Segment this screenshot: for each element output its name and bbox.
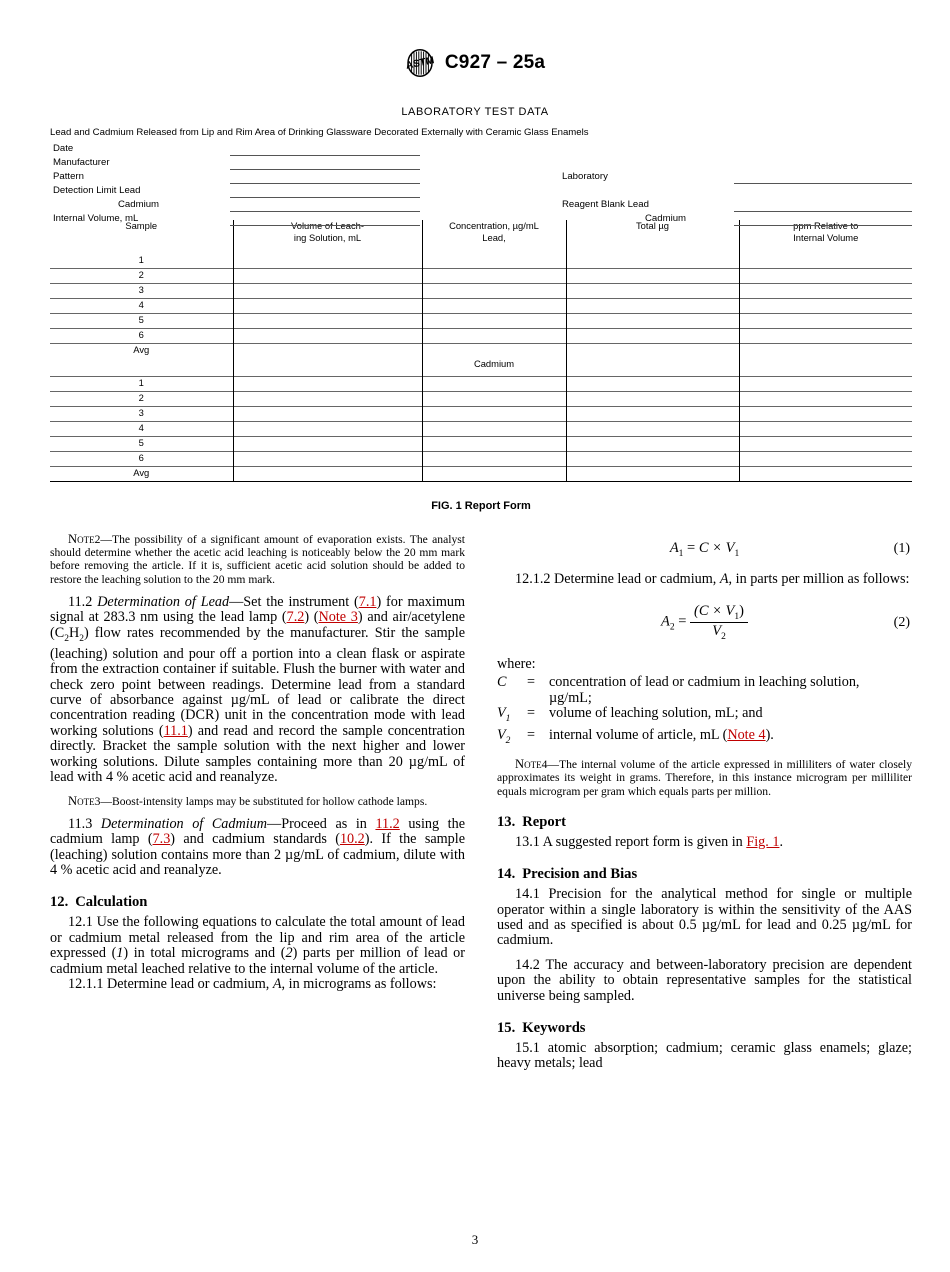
row-label: 4 bbox=[50, 299, 233, 314]
equation-1-rhs-sub: 1 bbox=[734, 548, 740, 559]
field-input-detection-limit-cadmium[interactable] bbox=[230, 211, 420, 212]
paragraph-13-1-number: 13.1 bbox=[515, 833, 540, 850]
right-column bbox=[497, 524, 912, 1072]
p1211-a: Determine lead or cadmium, bbox=[103, 975, 273, 992]
definition-item-c bbox=[497, 675, 912, 691]
definition-symbol-v1 bbox=[497, 706, 527, 727]
cell-ppm[interactable] bbox=[739, 299, 912, 314]
cell-ppm[interactable] bbox=[739, 467, 912, 482]
definition-text-c: concentration of lead or cadmium in leaching solution, bbox=[549, 674, 860, 691]
paragraph-11-2-title: Determination of Lead bbox=[97, 593, 230, 610]
row-label: 5 bbox=[50, 437, 233, 452]
cell-volume[interactable] bbox=[233, 422, 422, 437]
definition-equals-c: = bbox=[527, 674, 536, 691]
field-label-date: Date bbox=[53, 143, 74, 154]
cell-concentration[interactable] bbox=[422, 377, 566, 392]
p112-f: ) flow rates recommended by the manufacturer. Stir the sample (leaching) solution and pour off a portion into a clean flask or aspirate from the extraction container if suitable. Flush the burner with water and check zero point between readings. Determine lead from a standard curve of absorbance against µg/mL of lead or calibrate the direct concentration reading (DCR) unit in the concentration mode with lead working solutions ( bbox=[50, 624, 465, 739]
where-label: where: bbox=[497, 656, 536, 673]
divider-label-cadmium: Cadmium bbox=[422, 358, 566, 377]
field-input-reagent-blank-cadmium[interactable] bbox=[734, 225, 912, 226]
paragraph-11-2 bbox=[50, 595, 465, 786]
field-input-detection-limit-lead[interactable] bbox=[230, 197, 420, 198]
section-heading-15 bbox=[497, 1020, 912, 1037]
cell-volume[interactable] bbox=[233, 314, 422, 329]
cell-total[interactable] bbox=[566, 407, 739, 422]
note-2-text: —The possibility of a significant amount of evaporation exists. The analyst should determine whether the acetic acid leaching is noticeably below the 20 mm mark before removing the article. If it is, sufficient acetic acid solution should be added to restore the leaching solution to the 20 mm mark. bbox=[50, 533, 465, 586]
equation-1-lhs-sub: 1 bbox=[678, 548, 684, 559]
equation-2-denominator-text: V bbox=[712, 623, 722, 640]
note-3-number: 3 bbox=[94, 794, 101, 808]
p121-c: ) parts per million of lead or cadmium metal leached relative to the internal volume of the article. bbox=[50, 945, 465, 977]
equation-2-body bbox=[661, 603, 748, 642]
cell-concentration[interactable] bbox=[422, 284, 566, 299]
column-header-volume-line2: ing Solution, mL bbox=[293, 231, 362, 243]
row-label: 2 bbox=[50, 392, 233, 407]
report-form bbox=[50, 127, 912, 512]
equation-1-lhs-var: A bbox=[669, 539, 679, 556]
equation-1-rhs: C × V bbox=[698, 539, 735, 556]
cell-total[interactable] bbox=[566, 437, 739, 452]
link-note-4[interactable]: Note 4 bbox=[727, 726, 766, 743]
table-row[interactable] bbox=[50, 437, 912, 452]
cell-ppm[interactable] bbox=[739, 452, 912, 467]
field-input-manufacturer[interactable] bbox=[230, 169, 420, 170]
table-row[interactable] bbox=[50, 314, 912, 329]
field-label-detection-limit-lead: Detection Limit Lead bbox=[53, 185, 141, 196]
field-label-detection-limit-cadmium: Cadmium bbox=[118, 199, 160, 210]
cell-concentration[interactable] bbox=[422, 467, 566, 482]
cell-total[interactable] bbox=[566, 254, 739, 269]
row-label: 6 bbox=[50, 452, 233, 467]
paragraph-12-1-2 bbox=[497, 572, 912, 587]
section-15-title: Keywords bbox=[522, 1020, 586, 1037]
cell-volume[interactable] bbox=[233, 437, 422, 452]
figure-caption: FIG. 1 Report Form bbox=[431, 500, 531, 512]
column-header-sample bbox=[50, 220, 233, 254]
p1211-italic: A bbox=[272, 975, 282, 992]
p112-a: —Set the instrument ( bbox=[229, 593, 359, 610]
paragraph-11-3-number: 11.3 bbox=[68, 815, 93, 832]
field-input-laboratory[interactable] bbox=[734, 183, 912, 184]
field-input-date[interactable] bbox=[230, 155, 420, 156]
row-label: Avg bbox=[50, 467, 233, 482]
cell-total[interactable] bbox=[566, 269, 739, 284]
row-label: 1 bbox=[138, 254, 144, 265]
cell-volume[interactable] bbox=[233, 392, 422, 407]
table-row[interactable] bbox=[50, 452, 912, 467]
cell-concentration[interactable] bbox=[422, 344, 566, 359]
cell-total[interactable] bbox=[566, 329, 739, 344]
p113-d: ). If the sample (leaching) solution contains more than 2 µg/mL of cadmium, dilute with 4 % acetic acid and reanalyze. bbox=[50, 831, 465, 878]
cell-concentration[interactable] bbox=[422, 392, 566, 407]
cell-ppm[interactable] bbox=[739, 437, 912, 452]
definition-text-v2-b: ). bbox=[765, 726, 774, 743]
field-label-manufacturer: Manufacturer bbox=[53, 157, 110, 168]
paragraph-11-2-number: 11.2 bbox=[68, 593, 93, 610]
note-4-number: 4 bbox=[541, 758, 548, 772]
note-3-label: Note bbox=[68, 793, 95, 808]
cell-total[interactable] bbox=[566, 467, 739, 482]
section-14-number: 14. bbox=[497, 866, 516, 883]
paragraph-15-1 bbox=[497, 1041, 912, 1072]
definition-text-v2-a: internal volume of article, mL ( bbox=[549, 726, 728, 743]
paragraph-14-1-number: 14.1 bbox=[515, 886, 540, 903]
definition-text-v1: volume of leaching solution, mL; and bbox=[549, 705, 763, 722]
field-label-pattern: Pattern bbox=[53, 171, 84, 182]
cell-ppm[interactable] bbox=[739, 254, 912, 269]
cell-ppm[interactable] bbox=[739, 284, 912, 299]
cell-ppm[interactable] bbox=[739, 422, 912, 437]
p131-b: . bbox=[779, 833, 783, 850]
definition-text-v2 bbox=[549, 728, 912, 749]
equation-2-operator: = bbox=[678, 614, 687, 631]
section-12-number: 12. bbox=[50, 894, 69, 911]
equation-2 bbox=[497, 603, 912, 642]
paragraph-12-1-1 bbox=[50, 977, 465, 992]
equation-1-body bbox=[670, 540, 739, 559]
paragraph-11-3 bbox=[50, 817, 465, 879]
cell-volume[interactable] bbox=[233, 254, 422, 269]
p121-b: ) in total micrograms and ( bbox=[123, 945, 286, 962]
paragraph-11-3-title: Determination of Cadmium bbox=[100, 815, 267, 832]
equation-2-fraction bbox=[690, 603, 748, 642]
p121-a: Use the following equations to calculate the total amount of lead or cadmium metal released from the lip and rim area of the article expressed ( bbox=[50, 914, 465, 962]
p112-c: ) ( bbox=[304, 609, 319, 626]
p112-b: ) for maximum signal at 283.3 nm using the lead lamp ( bbox=[50, 593, 465, 626]
cell-total[interactable] bbox=[566, 452, 739, 467]
note-4-text: —The internal volume of the article expressed in milliliters of water closely approximates its weight in grams. Therefore, in this instance microgram per milliliter equals microgram per gram which equals parts per million. bbox=[497, 758, 912, 798]
cell-ppm[interactable] bbox=[739, 377, 912, 392]
definition-symbol-v2-var: V bbox=[497, 726, 506, 743]
equation-1-operator: = bbox=[687, 539, 696, 556]
cell-ppm[interactable] bbox=[739, 329, 912, 344]
paragraph-12-1-2-number: 12.1.2 bbox=[515, 571, 551, 587]
report-form-fields bbox=[50, 141, 912, 224]
definition-symbol-c: C bbox=[497, 674, 507, 691]
definition-symbol-v1-sub: 1 bbox=[505, 714, 511, 725]
column-header-concentration-line2: Lead, bbox=[482, 231, 506, 243]
paragraph-12-1-1-number: 12.1.1 bbox=[68, 975, 104, 992]
cell-volume[interactable] bbox=[233, 377, 422, 392]
definition-symbol-v2 bbox=[497, 728, 527, 749]
note-4-label: Note bbox=[515, 757, 542, 772]
column-header-total bbox=[566, 220, 739, 254]
section-heading-12 bbox=[50, 894, 465, 911]
cell-volume[interactable] bbox=[233, 467, 422, 482]
equation-2-numerator-sub: 1 bbox=[734, 612, 740, 623]
link-11-1[interactable]: 11.1 bbox=[163, 722, 188, 739]
paragraph-14-1 bbox=[497, 887, 912, 949]
table-row[interactable] bbox=[50, 467, 912, 482]
body-columns bbox=[50, 524, 912, 1072]
paragraph-14-2 bbox=[497, 958, 912, 1004]
equation-2-numerator-end: ) bbox=[739, 603, 745, 620]
section-heading-13 bbox=[497, 814, 912, 831]
cell-concentration[interactable] bbox=[422, 452, 566, 467]
cell-ppm[interactable] bbox=[739, 392, 912, 407]
equation-2-numerator-text: (C × V bbox=[694, 603, 735, 620]
cell-total[interactable] bbox=[566, 299, 739, 314]
note-4 bbox=[497, 758, 912, 798]
field-label-laboratory: Laboratory bbox=[562, 171, 608, 182]
paragraph-15-1-number: 15.1 bbox=[515, 1040, 540, 1057]
equation-2-numerator bbox=[690, 603, 748, 623]
cell-volume[interactable] bbox=[233, 344, 422, 359]
p112-d: ) and air/acetylene (C bbox=[50, 609, 465, 641]
divider-blank-ppm bbox=[739, 358, 912, 377]
definition-equals-v1: = bbox=[527, 705, 536, 722]
section-heading-14 bbox=[497, 866, 912, 883]
definition-list bbox=[497, 675, 912, 749]
p112-sub1: 2 bbox=[64, 633, 69, 644]
link-7-2[interactable]: 7.2 bbox=[286, 609, 305, 626]
section-13-title: Report bbox=[522, 813, 567, 830]
note-2 bbox=[50, 533, 465, 586]
definition-item-v2 bbox=[497, 728, 912, 749]
cell-total[interactable] bbox=[566, 314, 739, 329]
report-data-table bbox=[50, 220, 912, 482]
column-header-ppm-line2: Internal Volume bbox=[793, 231, 859, 243]
definition-symbol-v1-var: V bbox=[497, 705, 506, 722]
divider-blank-sample bbox=[50, 358, 233, 377]
field-input-pattern[interactable] bbox=[230, 183, 420, 184]
p121-italic-2: 2 bbox=[285, 945, 293, 962]
cell-ppm[interactable] bbox=[739, 407, 912, 422]
cell-volume[interactable] bbox=[233, 269, 422, 284]
row-label: 3 bbox=[50, 284, 233, 299]
paragraph-15-1-text: atomic absorption; cadmium; ceramic glass enamels; glaze; heavy metals; lead bbox=[497, 1040, 912, 1072]
p1212-italic: A bbox=[719, 571, 729, 587]
note-2-label: Note bbox=[68, 532, 95, 546]
p121-italic-1: 1 bbox=[116, 945, 124, 962]
equation-2-lhs-sub: 2 bbox=[669, 623, 675, 634]
cell-concentration[interactable] bbox=[422, 314, 566, 329]
row-label: Avg bbox=[50, 344, 233, 359]
cell-total[interactable] bbox=[566, 284, 739, 299]
svg-text:ASTM: ASTM bbox=[404, 55, 435, 72]
row-label: 5 bbox=[50, 314, 233, 329]
p113-c: ) and cadmium standards ( bbox=[170, 831, 340, 848]
definition-text-c-cont: µg/mL; bbox=[549, 689, 592, 706]
laboratory-test-data-title: LABORATORY TEST DATA bbox=[401, 106, 549, 118]
column-header-volume-line1: Volume of Leach- bbox=[291, 220, 364, 231]
cell-volume[interactable] bbox=[233, 329, 422, 344]
equation-1 bbox=[497, 536, 912, 562]
field-label-internal-volume: Internal Volume, mL bbox=[53, 213, 139, 224]
left-column bbox=[50, 524, 465, 1072]
section-15-number: 15. bbox=[497, 1020, 516, 1037]
definition-equals-v2: = bbox=[527, 726, 536, 743]
cell-ppm[interactable] bbox=[739, 314, 912, 329]
section-12-title: Calculation bbox=[75, 894, 148, 911]
cell-concentration[interactable] bbox=[422, 407, 566, 422]
table-row[interactable] bbox=[50, 329, 912, 344]
table-row[interactable] bbox=[50, 269, 912, 284]
cell-total[interactable] bbox=[566, 344, 739, 359]
cell-total[interactable] bbox=[566, 422, 739, 437]
table-row[interactable] bbox=[50, 422, 912, 437]
note-2-number: 2 bbox=[94, 533, 101, 546]
page-number: 3 bbox=[471, 1232, 479, 1247]
table-row[interactable] bbox=[50, 377, 912, 392]
definition-symbol-v2-sub: 2 bbox=[505, 735, 511, 746]
p1211-b: , in micrograms as follows: bbox=[281, 975, 437, 992]
field-label-reagent-blank-cadmium: Cadmium bbox=[645, 213, 687, 224]
link-7-1[interactable]: 7.1 bbox=[358, 593, 377, 610]
note-3 bbox=[50, 795, 465, 808]
p131-a: A suggested report form is given in bbox=[539, 833, 747, 850]
paragraph-14-2-number: 14.2 bbox=[515, 956, 540, 973]
section-13-number: 13. bbox=[497, 813, 516, 830]
table-row[interactable] bbox=[50, 254, 912, 269]
document-header bbox=[0, 0, 950, 78]
equation-2-denominator bbox=[690, 623, 748, 642]
cell-volume[interactable] bbox=[233, 407, 422, 422]
divider-blank-volume bbox=[233, 358, 422, 377]
paragraph-14-1-text: Precision for the analytical method for single or multiple operator within a single laboratory is within the sensitivity of the AAS used and as specified is about 0.5 µg/mL for lead and 0.25 µg/mL for cadmium. bbox=[497, 886, 912, 949]
column-header-concentration bbox=[422, 220, 566, 254]
paragraph-12-1-number: 12.1 bbox=[68, 914, 93, 931]
table-row[interactable] bbox=[50, 392, 912, 407]
section-14-title: Precision and Bias bbox=[522, 866, 638, 883]
link-note-3[interactable]: Note 3 bbox=[318, 609, 358, 626]
p112-g: ) and read and record the sample concentration directly. Bracket the sample solution with the next higher and lower working solutions. Dilute samples containing more than 20 µg/mL of lead with 4 % acetic acid and reanalyze. bbox=[50, 722, 465, 786]
table-section-divider-cadmium bbox=[50, 358, 912, 377]
cell-concentration[interactable] bbox=[422, 329, 566, 344]
row-label: 2 bbox=[50, 269, 233, 284]
p112-e: H bbox=[68, 624, 80, 641]
p1212-a: Determine lead or cadmium, bbox=[550, 571, 720, 587]
paragraph-13-1 bbox=[497, 835, 912, 850]
column-header-concentration-line1: Concentration, µg/mL bbox=[449, 220, 539, 231]
p112-sub2: 2 bbox=[79, 633, 84, 644]
cell-concentration[interactable] bbox=[422, 437, 566, 452]
report-form-caption: Lead and Cadmium Released from Lip and Rim Area of Drinking Glassware Decorated Externally with Ceramic Glass Enamels bbox=[50, 127, 589, 138]
link-10-2[interactable]: 10.2 bbox=[339, 831, 365, 848]
paragraph-12-1 bbox=[50, 915, 465, 977]
divider-blank-total bbox=[566, 358, 739, 377]
equation-1-number: (1) bbox=[893, 541, 910, 556]
cell-ppm[interactable] bbox=[739, 269, 912, 284]
table-row[interactable] bbox=[50, 407, 912, 422]
note-3-text: —Boost-intensity lamps may be substituted for hollow cathode lamps. bbox=[100, 794, 428, 808]
p1212-b: , in parts per million as follows: bbox=[728, 571, 910, 587]
p113-a: —Proceed as in bbox=[267, 815, 376, 832]
field-input-internal-volume[interactable] bbox=[230, 225, 420, 226]
column-header-sample-line1: Sample bbox=[125, 220, 158, 231]
row-label: 6 bbox=[50, 329, 233, 344]
cell-concentration[interactable] bbox=[422, 269, 566, 284]
row-label: 3 bbox=[50, 407, 233, 422]
table-row[interactable] bbox=[50, 284, 912, 299]
link-7-3[interactable]: 7.3 bbox=[152, 831, 171, 848]
row-label: 4 bbox=[50, 422, 233, 437]
equation-2-lhs-var: A bbox=[660, 614, 670, 631]
cell-volume[interactable] bbox=[233, 452, 422, 467]
cell-volume[interactable] bbox=[233, 284, 422, 299]
link-11-2[interactable]: 11.2 bbox=[375, 815, 400, 832]
link-fig-1[interactable]: Fig. 1 bbox=[746, 833, 780, 850]
cell-concentration[interactable] bbox=[422, 299, 566, 314]
cell-volume[interactable] bbox=[233, 299, 422, 314]
cell-total[interactable] bbox=[566, 392, 739, 407]
cell-concentration[interactable] bbox=[422, 422, 566, 437]
astm-logo-icon bbox=[405, 48, 435, 78]
cell-concentration[interactable] bbox=[422, 254, 566, 269]
field-label-reagent-blank-lead: Reagent Blank Lead bbox=[562, 199, 649, 210]
table-row[interactable] bbox=[50, 299, 912, 314]
paragraph-14-2-text: The accuracy and between-laboratory precision are dependent upon the ability to obtain representative samples for the statistical universe being sampled. bbox=[497, 956, 912, 1004]
column-header-ppm-line1: ppm Relative to bbox=[793, 220, 859, 231]
equation-2-number: (2) bbox=[893, 614, 910, 630]
row-label: 1 bbox=[50, 377, 233, 392]
cell-ppm[interactable] bbox=[739, 344, 912, 359]
equation-2-denominator-sub: 2 bbox=[721, 632, 726, 643]
definition-item-v1 bbox=[497, 706, 912, 727]
standard-designation: C927 – 25a bbox=[444, 52, 546, 73]
table-row[interactable] bbox=[50, 344, 912, 359]
p113-b: using the cadmium lamp ( bbox=[50, 815, 465, 848]
field-input-reagent-blank-lead[interactable] bbox=[734, 211, 912, 212]
column-header-total-line1: Total µg bbox=[635, 220, 670, 231]
cell-total[interactable] bbox=[566, 377, 739, 392]
